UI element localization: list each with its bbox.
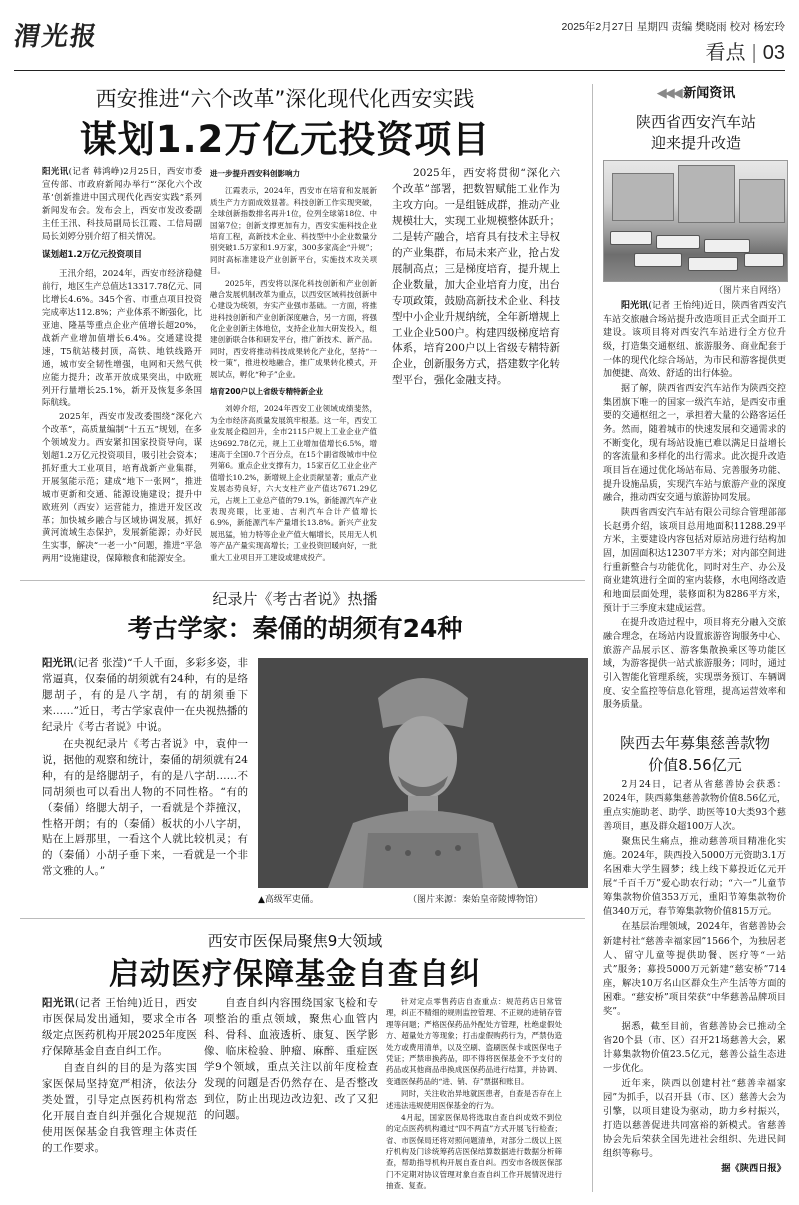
photo-building — [678, 165, 735, 223]
charity-body — [603, 778, 786, 1177]
story1-subhead2: 进一步提升西安科创影响力 — [210, 169, 300, 178]
statue-caption: ▲高级军吏俑。 — [258, 895, 319, 905]
story2-paragraph: 在央视纪录片《考古者说》中，袁仲一说，据他的观察和统计，秦俑的胡须就有24种，有的是络腮胡子，有的是八字胡……不同胡须也可以看出人物的不同性格。“有的（秦俑）络腮大胡子，一看就是个莽撞汉，性格开朗；有的（秦俑）板状的小八字胡，贴在上唇那里，一看这个人就比较机灵；有的（秦俑）小胡子垂下来，一看就是一个非常文雅的人。” — [42, 737, 248, 878]
news-box-paragraph: 陕西省西安汽车站有限公司综合管理部部长赵勇介绍，该项目总用地面积11288.29平方米，主要建设内容包括对原站房进行结构加固，加固面积达12307平方米；对内部空间进行重新整合与功能优化，同时对生产、办公及商业建筑进行全面的室内装修，水电网络改造和地面层面处理，装修面积为8286平方米，预计于三季度末建成运营。 — [603, 508, 786, 614]
news-box-body — [603, 300, 786, 714]
story1-paragraph: 2025年，西安将以深化科技创新和产业创新融合发展机制改革为重点，以西安区域科技创新中心建设为统领，夯实产业强市基础。一方面，将推进科技创新和产业创新深度融合，另一方面，将强化企业创新主体地位，支持企业加大研发投入，组建创新联合体和研发平台，推广新技术、新产品。同时，西安将推动科技成果转化产业化，坚持“一校一策”，推进校地融合，推广成果转化模式，开展试点，孵化“种子”企业。 — [210, 278, 377, 379]
story2-lead: “千人千面，多彩多姿，非常逼真，仅秦俑的胡须就有24种，有的是络腮胡子，有的是八字胡，有的胡须垂下来……”近日，考古学家袁仲一在央视热播的纪录片《考古者说》中说。 — [42, 657, 248, 733]
story1-subhead3: 培育200户以上省级专精特新企业 — [210, 387, 324, 397]
story1-col3 — [392, 166, 560, 390]
story3-headline: 启动医疗保障基金自查自纠 — [109, 957, 481, 992]
photo-caption: （图片来自网络） — [713, 286, 786, 296]
story3-paragraph: 自查自纠的目的是为落实国家医保局坚持宽严相济，依法分类处置，引导定点医药机构常态化开展自查自纠并强化合规规范使用医保基金自我管理主体责任的工作要求。 — [42, 1061, 197, 1154]
charity-paragraph: 近年来，陕西以创建村社“慈善幸福家园”为抓手，以召开县（市、区）慈善大会为引擎，以项目建设为驱动，助力乡村振兴，打造以慈善促进共同富裕的新模式。省慈善协会先后荣获全国先进社会组织、先进民间组织等称号。 — [603, 1077, 786, 1160]
charity-paragraph: 据悉，截至目前，省慈善协会已推动全省20个县（市、区）召开21场慈善大会，累计募集款物价值23.5亿元，慈善公益生态进一步优化。 — [603, 1020, 786, 1074]
story3-col3 — [386, 996, 562, 1193]
news-box-lead: 近日，陕西省西安汽车站交旅融合场站提升改造项目正式全面开工建设。该项目将对西安汽车站进行全方位升级，打造集交通枢纽、旅游服务、商业配套于一体的现代化综合场站，为市民和游客提供更加便捷、高效、舒适的出行体验。 — [603, 301, 786, 380]
story1-paragraph: 王汛介绍，2024年，西安市经济稳健前行，地区生产总值达13317.78亿元、同比增长4.6%。345个省、市重点项目投资完成率达112.8%；产业体系不断强化，比亚迪、隆基等重点企业产值增长超20%，战新产业增加值增长6.4%。交通建设提速，T5航站楼封顶，高铁、地铁线路开通，城市安全韧性增强，电网和天然气供应能力提升；改革开放成果突出，中欧班列开行量增长25.1%，新开及恢复多条国际航线。 — [42, 269, 202, 409]
byline: 阳光讯 — [621, 301, 649, 311]
photo-building — [612, 173, 674, 221]
byline: 阳光讯 — [42, 167, 69, 177]
story3-col1 — [42, 996, 197, 1158]
story1-lead-paragraph — [42, 166, 202, 243]
story1-col2 — [210, 166, 377, 564]
story1-kicker: 西安推进“六个改革”深化现代化西安实践 — [95, 87, 475, 111]
charity-headline-line1: 陕西去年募集慈善款物 — [619, 734, 770, 752]
story3-lead-paragraph — [42, 996, 197, 1060]
story3-lead: 近日，西安市医保局发出通知，要求全市各级定点医药机构开展2025年度医疗保障基金自查自纠工作。 — [42, 997, 198, 1057]
news-box-paragraph: 在提升改造过程中，项目将充分融入交旅融合理念，在场站内设置旅游咨询服务中心、旅游产品展示区、游客集散换乘区等功能区域，为游客提供一站式旅游服务；同时，通过引入智能化管理系统，实现票务预订、车辆调度、安全监控等信息化管理，提高运营效率和服务质量。 — [603, 618, 786, 711]
story3-col2 — [204, 996, 378, 1125]
story1-paragraph: 江霞表示，2024年，西安市在培育和发展新质生产力方面成效显著。科技创新工作实现突破，全球创新指数排名再升1位，位列全球第18位、中国第7位；创新支撑更加有力，西安实施科技企业培育工程，高新技术企业、科技型中小企业数量分别突破1.5万家和1.9万家，300多家高企“升规”；同时高标准建设产业创新平台，实施技术攻关项目。 — [210, 186, 377, 276]
newspaper-logo: 渭光报 — [11, 22, 101, 52]
news-box-headline — [606, 112, 786, 156]
story3-paragraph: 自查自纠内容围绕国家飞检和专项整治的重点领域，聚焦心血管内科、骨科、血液透析、康复、医学影像、临床检验、肿瘤、麻醉、重症医学9个领域，重点关注以前年度检查发现的问题是否仍然存在、是否整改到位，防止出现边改边犯、改了又犯的问题。 — [204, 997, 378, 1121]
reporter: (记者 王怡纯) — [74, 997, 143, 1009]
story1-paragraph: 2025年，西安将贯彻“深化六个改革”部署，把数智赋能工业作为主攻方向。一是组链成群，推动产业规模壮大，实现工业规模整体跃升；二是转产融合，培育具有技术主导权的产业集群，布局未来产业，抢占发展制高点；三是梯度培育，提升规上企业数量，加大企业培育力度，出台专项政策，鼓励高新技术企业、科技型中小企业升规纳统，全年新增规上工业企业500户。构建四级梯度培育体系，培育200户以上省级专精特新企业，创新服务方式，搭建数字化转型平台，强化金融支持。 — [392, 167, 560, 387]
photo-bus — [688, 257, 738, 271]
charity-paragraph: 聚焦民生痛点，推动慈善项目精准化实施。2024年，陕西投入5000万元资助3.1万名困难大学生圆梦；线上线下募投近亿元开展“千百千万”爱心助农行动；“六一”儿童节筹集款物价值353万元，重阳节筹集款物价值340万元，春节筹集款物价值815万元。 — [603, 836, 786, 918]
byline: 阳光讯 — [42, 997, 75, 1009]
charity-headline-line2: 价值8.56亿元 — [648, 755, 742, 774]
bus-station-photo — [603, 160, 788, 282]
story2-kicker: 纪录片《考古者说》热播 — [212, 590, 378, 608]
column-divider — [592, 84, 593, 1192]
charity-source: 据《陕西日报》 — [721, 1163, 786, 1175]
story2-body — [42, 656, 248, 881]
story1-paragraph: 2025年，西安市发改委围绕“深化六个改革”，高质量编制“十五五”规划，在多个领域发力。西安紧扣国家投资导向，谋划超1.2万亿元投资项目，吸引社会资本；抓好重大工业项目，培育战新产业集群，开展氢能示范；建成“地下一张网”，推进城市更新和交通、能源设施建设；提升中欧班列（西安）运营能力，推进开发区改革；加快城乡融合与区域协调发展，抓好黄河流域生态保护，发展新能源；办好民生实事，解决“一老一小”问题，推进“平急两用”设施建设，保障粮食和能源安全。 — [42, 412, 202, 565]
story-divider — [20, 918, 585, 919]
reporter: (记者 韩鸿峥) — [68, 167, 124, 177]
photo-building — [739, 179, 785, 223]
story2-lead-paragraph — [42, 656, 248, 736]
photo-bus — [704, 239, 750, 253]
news-box-paragraph: 据了解，陕西省西安汽车站作为陕西交控集团旗下唯一的国家一级汽车站，是西安市重要的交通枢纽之一，承担着大量的公路客运任务。然而，随着城市的快速发展和交通需求的不断变化，现有场站设施已难以满足日益增长的客流量和多样化的出行需求。此次提升改造项目旨在通过优化场站布局、完善服务功能、提升设施品质，实现汽车站与旅游产业的深度融合，推动西安交通与旅游协同发展。 — [603, 384, 786, 504]
photo-bus — [634, 253, 682, 267]
news-box-tag — [606, 84, 786, 104]
charity-headline — [605, 733, 785, 777]
warrior-illustration — [258, 658, 588, 888]
reporter: (记者 王怡纯) — [648, 301, 704, 311]
story1-subhead1: 谋划超1.2万亿元投资项目 — [42, 250, 143, 261]
page-number: 03 — [762, 42, 785, 64]
story1-headline: 谋划1.2万亿元投资项目 — [79, 118, 491, 161]
story3-paragraph: 针对定点零售药店自查重点：规范药店日常管理，纠正不精细的规则监控管理、不正规的进销存管理等问题；严格医保药品外配处方管理，杜绝虚假处方、超量处方等现象；打击虚假购药行为，严禁伪造处方或费用清单，以及空刷、盗刷医保卡或医保电子凭证；严禁串换药品，即不得将医保基金不予支付的药品或其他商品串换成医保药品进行结算，并协调、变通医保药品的“进、销、存”票据和账目。 — [386, 997, 562, 1086]
masthead-rule — [14, 70, 785, 71]
charity-paragraph: 2月24日，记者从省慈善协会获悉：2024年，陕西募集慈善款物价值8.56亿元，重点实施助老、助学、助医等10大类93个慈善项目，惠及群众超100万人次。 — [603, 779, 786, 833]
story1-lead: 2月25日，西安市委宣传部、市政府新闻办举行“‘深化六个改革’创新推进中国式现代化西安实践”系列新闻发布会。发布会上，西安市发改委副主任王汛、科技局副局长江霞、工信局副局长刘婷分别介绍了相关情况。 — [42, 167, 202, 242]
news-box — [606, 84, 786, 155]
news-box-headline-line2: 迎来提升改造 — [650, 134, 741, 153]
arrow-icon: ◀◀◀ — [656, 86, 684, 101]
news-box-tag-text: 新闻资讯 — [683, 86, 736, 101]
section-label — [706, 38, 785, 68]
issue-meta: 2025年2月27日 星期四 责编 樊晓雨 校对 杨宏玲 — [561, 21, 785, 33]
story3-paragraph: 同时，关注收治异地就医患者，自查是否存在上述违法违规使用医保基金的行为。 — [386, 1089, 562, 1110]
statue-credit: （图片来源：秦始皇帝陵博物馆） — [408, 895, 544, 905]
news-box-headline-line1: 陕西省西安汽车站 — [635, 112, 756, 131]
story2-headline: 考古学家：秦俑的胡须有24种 — [127, 614, 463, 643]
story3-paragraph: 4月起，国家医保局将选取自查自纠成效不到位的定点医药机构通过“四不两直”方式开展飞行检查；省、市医保局还将对照问题清单，对部分二级以上医疗机构及门诊统筹药店医保结算数据进行数据分析筛查，帮助指导机构开展自查自纠。西安市各级医保部门不定期对协议管理对象自查自纠工作开展情况进行抽查、复查。 — [386, 1112, 562, 1191]
charity-paragraph: 在基层治理领域，2024年，省慈善协会新建村社“慈善幸福家园”1566个，为独居老人、留守儿童等提供助餐、医疗等“一站式”服务；募投5000万元新建“慈安桥”714座，解决10万名山区群众生产生活等方面的困难。“慈安桥”项目荣获“中华慈善品牌项目奖”。 — [603, 921, 786, 1017]
story1-col1 — [42, 166, 202, 567]
story3-kicker: 西安市医保局聚焦9大领域 — [207, 932, 383, 950]
byline: 阳光讯 — [42, 657, 74, 669]
photo-bus — [656, 235, 700, 249]
story-divider — [20, 580, 585, 581]
photo-bus — [744, 253, 784, 267]
terracotta-warrior-photo — [258, 658, 588, 888]
section-name: 看点 — [705, 42, 746, 64]
section-divider: | — [751, 42, 757, 64]
reporter: (记者 张滢) — [73, 657, 128, 669]
story1-paragraph: 刘婷介绍，2024年西安工业领域成绩斐然，为全市经济高质量发展筑牢根基。这一年，西安工业发展企稳回升，全市2115户规上工业企业产值达9692.78亿元，规上工业增加值增长6.5%，增速高于全国0.7个百分点，在15个副省级城市中位列第6。重点企业支撑有力，15家百亿工业企业产值增长10.2%，新增规上企业贡献显著；重点产业发展态势良好，六大支柱产业产值达7671.29亿元，占规上工业总产值的79.1%，新能源汽车产业表现亮眼，比亚迪、吉利汽车合计产值增长6.9%，新能源汽车产量增长13.8%。新兴产业发展迅猛，铂力特等企业产值大幅增长，民用无人机等产品产量实现高增长；工业投资回暖向好，一批重大工业项目开工建设或建成投产。 — [210, 404, 377, 562]
news-box-lead-paragraph — [603, 300, 786, 382]
photo-bus — [610, 231, 652, 245]
